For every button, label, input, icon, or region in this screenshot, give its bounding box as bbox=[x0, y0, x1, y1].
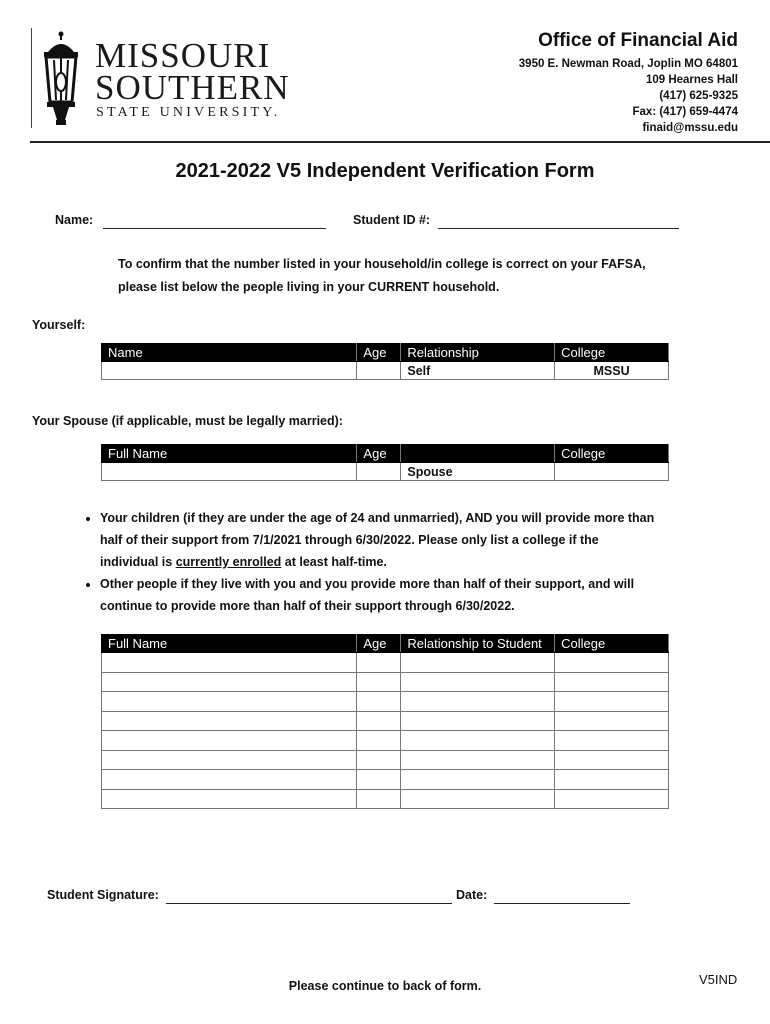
yourself-table bbox=[101, 343, 669, 380]
table-row[interactable] bbox=[102, 770, 669, 790]
spouse-col-relationship bbox=[401, 445, 555, 463]
yourself-age-cell[interactable] bbox=[357, 362, 401, 380]
form-code: V5IND bbox=[699, 972, 738, 987]
office-email: finaid@mssu.edu bbox=[642, 122, 738, 134]
header-rule bbox=[30, 141, 770, 143]
date-field[interactable] bbox=[494, 889, 630, 904]
table-row bbox=[102, 362, 669, 380]
date-label: Date: bbox=[456, 888, 488, 902]
table-row[interactable] bbox=[102, 672, 669, 692]
logo-southern: SOUTHERN bbox=[95, 68, 290, 107]
yourself-col-age: Age bbox=[357, 344, 401, 362]
logo-missouri: MISSOURI bbox=[95, 36, 271, 75]
instructions-list bbox=[78, 507, 730, 617]
logo-state-university: STATE UNIVERSITY. bbox=[96, 105, 281, 120]
form-title: 2021-2022 V5 Independent Verification Form bbox=[175, 160, 595, 182]
yourself-col-college: College bbox=[555, 344, 669, 362]
yourself-relationship-cell: Self bbox=[401, 362, 555, 380]
yourself-college-cell: MSSU bbox=[555, 362, 669, 380]
office-phone: (417) 625-9325 bbox=[659, 90, 738, 102]
student-id-field[interactable] bbox=[438, 214, 679, 229]
yourself-col-relationship: Relationship bbox=[401, 344, 555, 362]
name-label: Name: bbox=[55, 213, 94, 227]
office-hall: 109 Hearnes Hall bbox=[645, 74, 738, 86]
household-col-college: College bbox=[555, 635, 669, 653]
spouse-relationship-cell: Spouse bbox=[401, 463, 555, 481]
household-col-age: Age bbox=[357, 635, 401, 653]
spouse-col-age: Age bbox=[357, 445, 401, 463]
table-row[interactable] bbox=[102, 711, 669, 731]
spouse-col-name: Full Name bbox=[102, 445, 357, 463]
continue-note: Please continue to back of form. bbox=[288, 979, 482, 993]
spouse-heading: Your Spouse (if applicable, must be legally married): bbox=[32, 414, 343, 428]
spouse-name-cell[interactable] bbox=[102, 463, 357, 481]
header-divider bbox=[31, 28, 32, 128]
household-col-relationship: Relationship to Student bbox=[401, 635, 555, 653]
household-table bbox=[101, 634, 669, 809]
student-signature-label: Student Signature: bbox=[47, 888, 159, 902]
yourself-col-name: Name bbox=[102, 344, 357, 362]
office-fax: Fax: (417) 659-4474 bbox=[632, 106, 738, 118]
intro-text bbox=[118, 253, 718, 298]
spouse-age-cell[interactable] bbox=[357, 463, 401, 481]
currently-enrolled-emphasis: currently enrolled bbox=[175, 555, 282, 569]
student-signature-field[interactable] bbox=[166, 889, 452, 904]
name-field[interactable] bbox=[103, 214, 326, 229]
table-row[interactable] bbox=[102, 731, 669, 751]
intro-line-1: To confirm that the number listed in your household/in college is correct on your FAFSA, bbox=[118, 257, 646, 271]
table-row bbox=[102, 463, 669, 481]
office-address: 3950 E. Newman Road, Joplin MO 64801 bbox=[518, 58, 738, 70]
yourself-name-cell[interactable] bbox=[102, 362, 357, 380]
yourself-heading: Yourself: bbox=[32, 318, 86, 332]
intro-line-2: please list below the people living in your CURRENT household. bbox=[118, 279, 500, 294]
lantern-logo-icon bbox=[34, 30, 88, 126]
office-title: Office of Financial Aid bbox=[538, 30, 738, 51]
table-row[interactable] bbox=[102, 789, 669, 809]
spouse-table bbox=[101, 444, 669, 481]
spouse-col-college: College bbox=[555, 445, 669, 463]
list-item: • Your children (if they are under the age of 24 and unmarried), AND you will provide more than half of their support from 7/1/2021 through 6/30/2022. Please only list a college if the individual is currently enrolled at least half-time. bbox=[100, 507, 730, 573]
spouse-college-cell[interactable] bbox=[555, 463, 669, 481]
household-col-name: Full Name bbox=[102, 635, 357, 653]
list-item: • Other people if they live with you and you provide more than half of their support, and will continue to provide more than half of their support through 6/30/2022. bbox=[100, 573, 730, 617]
table-row[interactable] bbox=[102, 653, 669, 673]
student-id-label: Student ID #: bbox=[353, 213, 431, 227]
table-row[interactable] bbox=[102, 692, 669, 712]
table-row[interactable] bbox=[102, 750, 669, 770]
